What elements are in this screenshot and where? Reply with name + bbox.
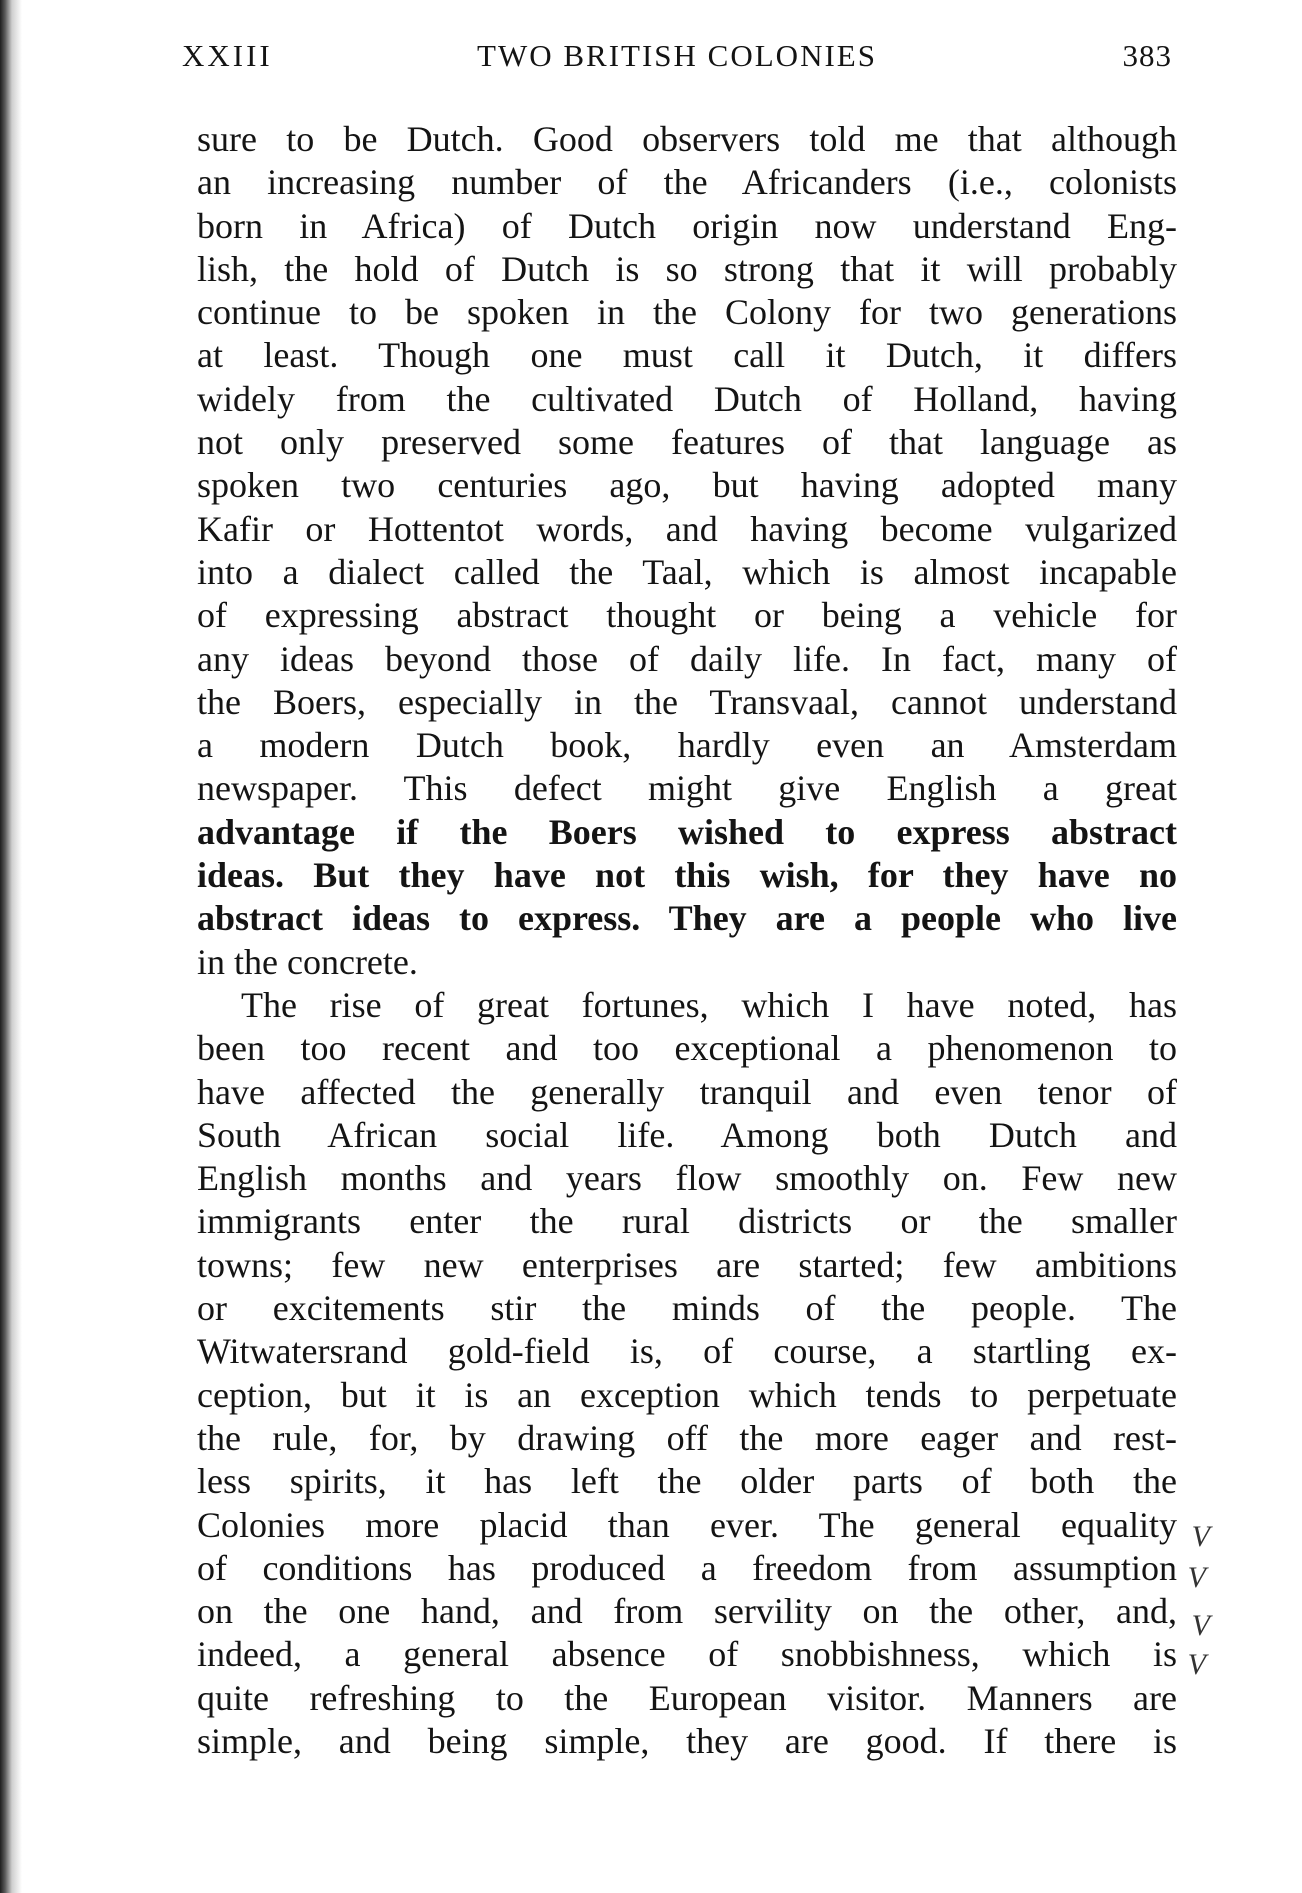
- text-line: have affected the generally tranquil and even tenor of: [197, 1071, 1177, 1112]
- text-line: towns; few new enterprises are started; few ambitions: [197, 1244, 1177, 1285]
- text-line: immigrants enter the rural districts or the smaller: [197, 1201, 1177, 1242]
- text-line: newspaper. This defect might give English a great: [197, 768, 1177, 809]
- text-line: English months and years flow smoothly on. Few new: [197, 1158, 1177, 1199]
- margin-tick-mark: V: [1187, 1648, 1206, 1681]
- page-number: 383: [1122, 38, 1172, 73]
- text-line: any ideas beyond those of daily life. In fact, many of: [197, 638, 1177, 679]
- text-line: born in Africa) of Dutch origin now understand Eng-: [197, 205, 1177, 246]
- running-title: TWO BRITISH COLONIES: [477, 38, 877, 73]
- text-line: sure to be Dutch. Good observers told me that although: [197, 119, 1177, 159]
- text-line: a modern Dutch book, hardly even an Amsterdam: [197, 725, 1177, 766]
- paragraph-start-line: The rise of great fortunes, which I have noted, has: [241, 984, 1177, 1025]
- text-line: the rule, for, by drawing off the more eager and rest-: [197, 1417, 1177, 1458]
- text-line: Witwatersrand gold-field is, of course, a startling ex-: [197, 1331, 1177, 1372]
- text-line: ideas. But they have not this wish, for they have no: [197, 855, 1177, 896]
- text-line: lish, the hold of Dutch is so strong that it will probably: [197, 248, 1177, 289]
- text-line: Colonies more placid than ever. The general equality: [197, 1504, 1177, 1545]
- margin-tick-mark: V: [1191, 1609, 1210, 1642]
- text-line: on the one hand, and from servility on the other, and,: [197, 1591, 1177, 1632]
- text-line: simple, and being simple, they are good. If there is: [197, 1720, 1177, 1761]
- text-line: ception, but it is an exception which tends to perpetuate: [197, 1374, 1177, 1415]
- text-line: Kafir or Hottentot words, and having become vulgarized: [197, 508, 1177, 549]
- binding-gutter-shadow: [0, 0, 22, 1893]
- text-line: an increasing number of the Africanders (i.e., colonists: [197, 162, 1177, 203]
- text-line: advantage if the Boers wished to express abstract: [197, 811, 1177, 852]
- running-head: [182, 38, 1172, 82]
- margin-tick-mark: V: [1187, 1561, 1206, 1594]
- text-line: of expressing abstract thought or being a vehicle for: [197, 595, 1177, 636]
- text-line: South African social life. Among both Dutch and: [197, 1114, 1177, 1155]
- text-line: at least. Though one must call it Dutch, it differs: [197, 335, 1177, 376]
- text-line: continue to be spoken in the Colony for two generations: [197, 292, 1177, 333]
- text-line: been too recent and too exceptional a phenomenon to: [197, 1028, 1177, 1069]
- text-line: or excitements stir the minds of the people. The: [197, 1288, 1177, 1329]
- text-line: less spirits, it has left the older parts of both the: [197, 1461, 1177, 1502]
- text-line: widely from the cultivated Dutch of Holland, having: [197, 378, 1177, 419]
- text-line: indeed, a general absence of snobbishness, which is: [197, 1634, 1177, 1675]
- text-line: in the concrete.: [197, 941, 418, 982]
- text-line: of conditions has produced a freedom from assumption: [197, 1547, 1177, 1588]
- text-line: not only preserved some features of that language as: [197, 422, 1177, 463]
- text-line: the Boers, especially in the Transvaal, cannot understand: [197, 681, 1177, 722]
- text-line: abstract ideas to express. They are a people who live: [197, 898, 1177, 939]
- margin-tick-mark: V: [1191, 1520, 1210, 1553]
- text-line: quite refreshing to the European visitor. Manners are: [197, 1677, 1177, 1718]
- text-line: into a dialect called the Taal, which is almost incapable: [197, 551, 1177, 592]
- chapter-number: XXIII: [182, 38, 273, 73]
- body-text: [197, 118, 1177, 1763]
- text-line: spoken two centuries ago, but having adopted many: [197, 465, 1177, 506]
